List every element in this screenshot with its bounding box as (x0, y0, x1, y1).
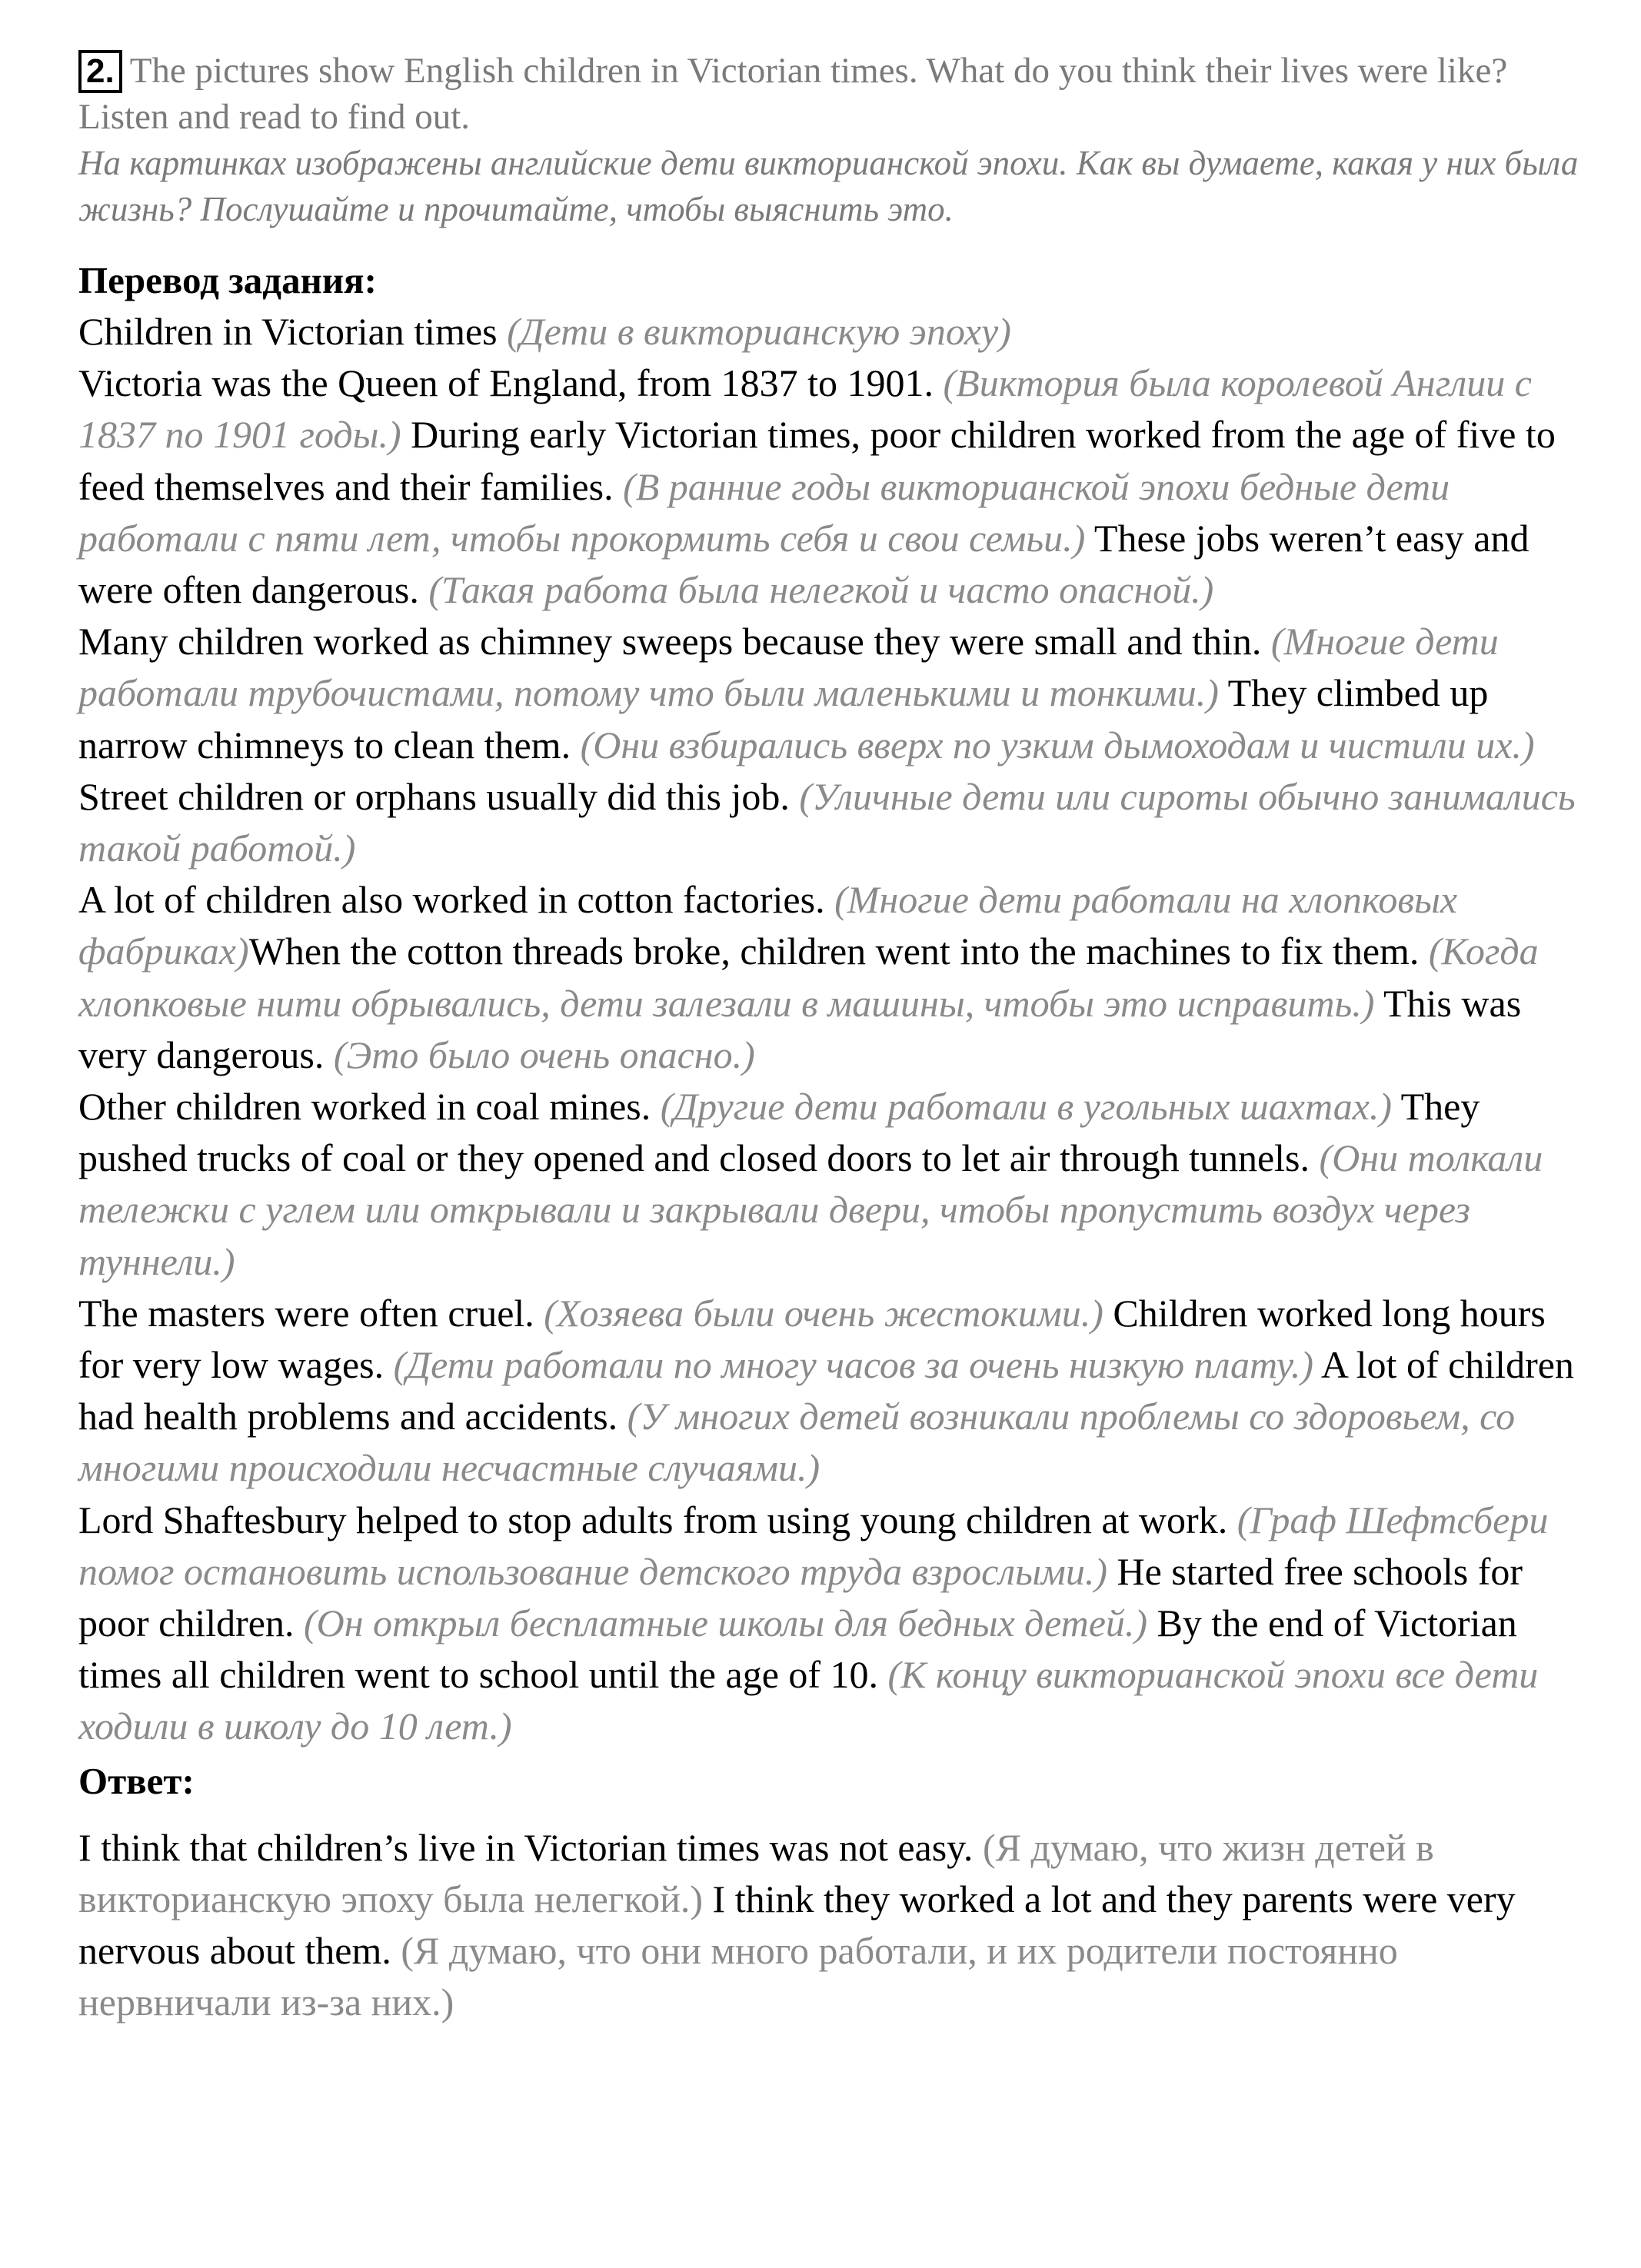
english-text: He started free schools for poor children. (78, 1549, 1523, 1645)
english-text: They climbed up narrow chimneys to clean them. (78, 671, 1489, 767)
english-text: This was very dangerous. (78, 981, 1522, 1076)
paragraph (78, 306, 1586, 357)
russian-translation-text: (Он открыл бесплатные школы для бедных детей.) (303, 1601, 1148, 1645)
paragraph (78, 1081, 1586, 1288)
english-text: Children worked long hours for very low wages. (78, 1291, 1546, 1387)
english-text: Other children worked in coal mines. (78, 1085, 661, 1129)
answer-heading: Ответ: (78, 1759, 195, 1802)
task-number: 2. (78, 50, 122, 93)
russian-translation-text: (Такая работа была нелегкой и часто опасной.) (428, 568, 1214, 612)
russian-translation-text: (Многие дети работали на хлопковых фабриках) (78, 878, 1458, 973)
english-text: The masters were often cruel. (78, 1291, 544, 1335)
paragraph (78, 1495, 1586, 1753)
russian-translation-text: (Я думаю, что жизн детей в викторианскую эпоху была нелегкой.) (78, 1825, 1434, 1920)
page-content (78, 48, 1586, 2029)
paragraph (78, 616, 1586, 874)
english-text: They pushed trucks of coal or they opened and closed doors to let air through tunnels. (78, 1085, 1480, 1180)
english-text: These jobs weren’t easy and were often dangerous. (78, 516, 1529, 612)
russian-translation-text: (У многих детей возникали проблемы со здоровьем, со многими происходили несчастные случаями.) (78, 1395, 1516, 1490)
paragraph (78, 1288, 1586, 1495)
russian-translation-text: (Дети в викторианскую эпоху) (507, 310, 1011, 353)
russian-translation-text: (Они взбирались вверх по узким дымоходам и чистили их.) (580, 723, 1535, 767)
russian-translation-text: (Виктория была королевой Англии с 1837 по 1901 годы.) (78, 361, 1532, 457)
task-prompt (78, 48, 1586, 140)
english-text: Children in Victorian times (78, 310, 508, 353)
english-text: I think that children’s live in Victorian times was not easy. (78, 1825, 983, 1869)
english-text: When the cotton threads broke, children went into the machines to fix them. (248, 929, 1429, 973)
english-text: Lord Shaftesbury helped to stop adults from using young children at work. (78, 1498, 1237, 1541)
russian-translation-text: (Дети работали по многу часов за очень низкую плату.) (393, 1343, 1314, 1387)
russian-translation-text: (Я думаю, что они много работали, и их родители постоянно нервничали из-за них.) (78, 1929, 1398, 2024)
english-text: Street children or orphans usually did this job. (78, 774, 800, 818)
english-text: A lot of children had health problems and accidents. (78, 1343, 1574, 1438)
english-text: Victoria was the Queen of England, from 1837 to 1901. (78, 361, 944, 405)
english-text: Many children worked as chimney sweeps because they were small and thin. (78, 620, 1271, 663)
translation-body (78, 306, 1586, 1753)
paragraph (78, 357, 1586, 616)
russian-translation-text: (В ранние годы викторианской эпохи бедные дети работали с пяти лет, чтобы прокормить себя и свои семьи.) (78, 464, 1450, 560)
russian-translation-text: (Другие дети работали в угольных шахтах.) (660, 1085, 1393, 1129)
english-text: I think they worked a lot and they parents were very nervous about them. (78, 1877, 1516, 1973)
english-text: A lot of children also worked in cotton factories. (78, 878, 835, 922)
russian-translation-text: (Хозяева были очень жестокими.) (544, 1291, 1103, 1335)
paragraph (78, 874, 1586, 1081)
russian-translation-text: (Многие дети работали трубочистами, потому что были маленькими и тонкими.) (78, 620, 1499, 715)
russian-translation-text: (Они толкали тележки с углем или открывали и закрывали двери, чтобы пропустить воздух через туннели.) (78, 1136, 1543, 1283)
english-text: By the end of Victorian times all children went to school until the age of 10. (78, 1601, 1517, 1697)
task-text-en: The pictures show English children in Victorian times. What do you think their lives were like? Listen and read to find out. (78, 51, 1508, 137)
answer-body (78, 1822, 1586, 2029)
task-text-ru: На картинках изображены английские дети викторианской эпохи. Как вы думаете, какая у них была жизнь? Послушайте и прочитайте, чтобы выяснить это. (78, 144, 1579, 228)
russian-translation-text: (Когда хлопковые нити обрывались, дети залезали в машины, чтобы это исправить.) (78, 929, 1539, 1025)
russian-translation-text: (К концу викторианской эпохи все дети ходили в школу до 10 лет.) (78, 1653, 1539, 1748)
russian-translation-text: (Уличные дети или сироты обычно занимались такой работой.) (78, 774, 1576, 870)
russian-translation-text: (Граф Шефтсбери помог остановить использование детского труда взрослыми.) (78, 1498, 1549, 1593)
russian-translation-text: (Это было очень опасно.) (333, 1033, 755, 1076)
translation-heading: Перевод задания: (78, 259, 377, 301)
english-text: During early Victorian times, poor children worked from the age of five to feed themselves and their families. (78, 413, 1556, 508)
